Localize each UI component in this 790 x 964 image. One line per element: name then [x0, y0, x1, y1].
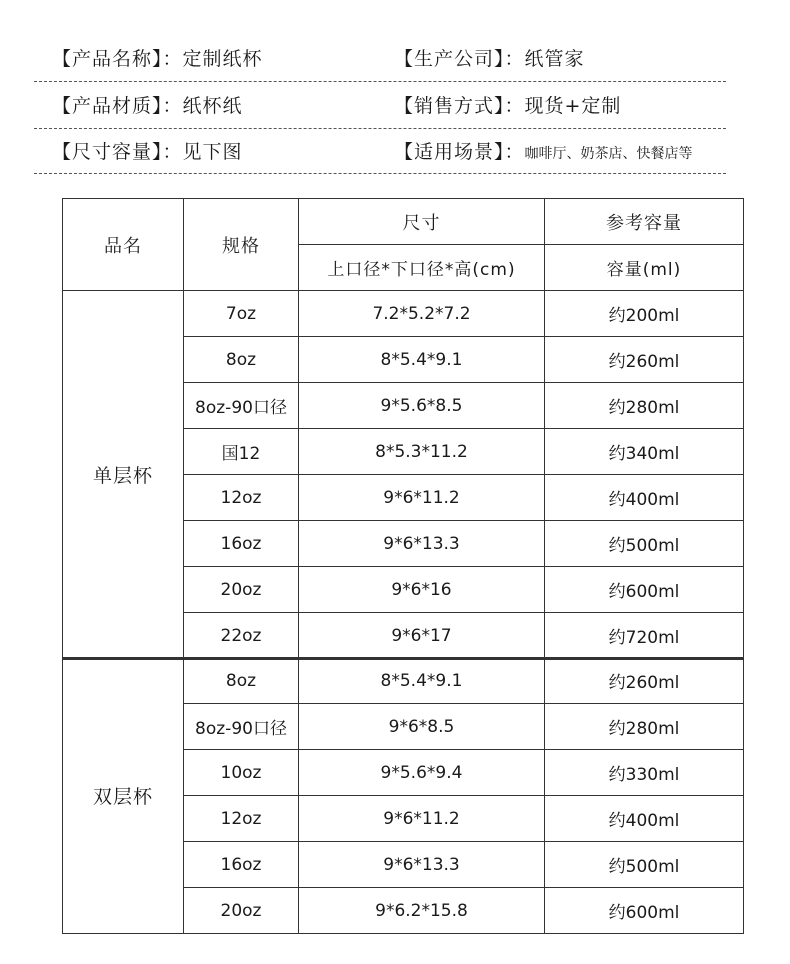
cell-spec: 8oz-90口径	[183, 382, 299, 429]
info-row-1	[34, 36, 726, 82]
header-capacity: 参考容量	[544, 198, 744, 245]
cell-size: 9*6*11.2	[298, 474, 545, 521]
cell-spec: 22oz	[183, 612, 299, 659]
cell-size: 9*6*16	[298, 566, 545, 613]
info-row-2	[34, 83, 726, 129]
cell-size: 9*5.6*9.4	[298, 749, 545, 796]
cell-size: 8*5.4*9.1	[298, 336, 545, 383]
cell-spec: 20oz	[183, 887, 299, 934]
cell-spec: 16oz	[183, 520, 299, 567]
cell-capacity: 约340ml	[544, 428, 744, 475]
cell-capacity: 约260ml	[544, 657, 744, 704]
group-name: 双层杯	[62, 657, 184, 934]
cell-size: 9*6*11.2	[298, 795, 545, 842]
cell-spec: 国12	[183, 428, 299, 475]
cell-capacity: 约280ml	[544, 703, 744, 750]
cell-spec: 10oz	[183, 749, 299, 796]
cell-capacity: 约400ml	[544, 474, 744, 521]
cell-capacity: 约600ml	[544, 566, 744, 613]
header-size-sub: 上口径*下口径*高(cm)	[298, 244, 545, 291]
info-row-3	[34, 129, 726, 175]
header-spec: 规格	[183, 198, 299, 291]
cell-capacity: 约200ml	[544, 290, 744, 337]
cell-spec: 7oz	[183, 290, 299, 337]
cell-capacity: 约600ml	[544, 887, 744, 934]
cell-size: 8*5.4*9.1	[298, 657, 545, 704]
dashed-divider	[34, 173, 726, 174]
info-product-name: 【产品名称】：定制纸杯	[52, 48, 263, 70]
cell-size: 9*5.6*8.5	[298, 382, 545, 429]
cell-size: 9*6*8.5	[298, 703, 545, 750]
header-size: 尺寸	[298, 198, 545, 245]
cell-spec: 8oz-90口径	[183, 703, 299, 750]
cell-size: 9*6*13.3	[298, 520, 545, 567]
header-name: 品名	[62, 198, 184, 291]
cell-size: 8*5.3*11.2	[298, 428, 545, 475]
cell-capacity: 约500ml	[544, 520, 744, 567]
cell-capacity: 约330ml	[544, 749, 744, 796]
info-size-capacity: 【尺寸容量】：见下图	[52, 141, 243, 163]
info-manufacturer: 【生产公司】：纸管家	[394, 48, 585, 70]
spec-table	[62, 198, 744, 934]
cell-capacity: 约400ml	[544, 795, 744, 842]
header-capacity-sub: 容量(ml)	[544, 244, 744, 291]
info-scenarios: 【适用场景】：咖啡厅、奶茶店、快餐店等	[394, 141, 693, 163]
info-material: 【产品材质】：纸杯纸	[52, 95, 243, 117]
cell-size: 7.2*5.2*7.2	[298, 290, 545, 337]
cell-capacity: 约280ml	[544, 382, 744, 429]
cell-capacity: 约500ml	[544, 841, 744, 888]
cell-spec: 12oz	[183, 474, 299, 521]
cell-capacity: 约260ml	[544, 336, 744, 383]
cell-size: 9*6*17	[298, 612, 545, 659]
cell-spec: 12oz	[183, 795, 299, 842]
cell-size: 9*6.2*15.8	[298, 887, 545, 934]
cell-spec: 16oz	[183, 841, 299, 888]
cell-capacity: 约720ml	[544, 612, 744, 659]
group-name: 单层杯	[62, 290, 184, 659]
cell-size: 9*6*13.3	[298, 841, 545, 888]
info-sales-method: 【销售方式】：现货+定制	[394, 95, 622, 117]
cell-spec: 20oz	[183, 566, 299, 613]
cell-spec: 8oz	[183, 657, 299, 704]
cell-spec: 8oz	[183, 336, 299, 383]
dashed-divider	[34, 81, 726, 82]
